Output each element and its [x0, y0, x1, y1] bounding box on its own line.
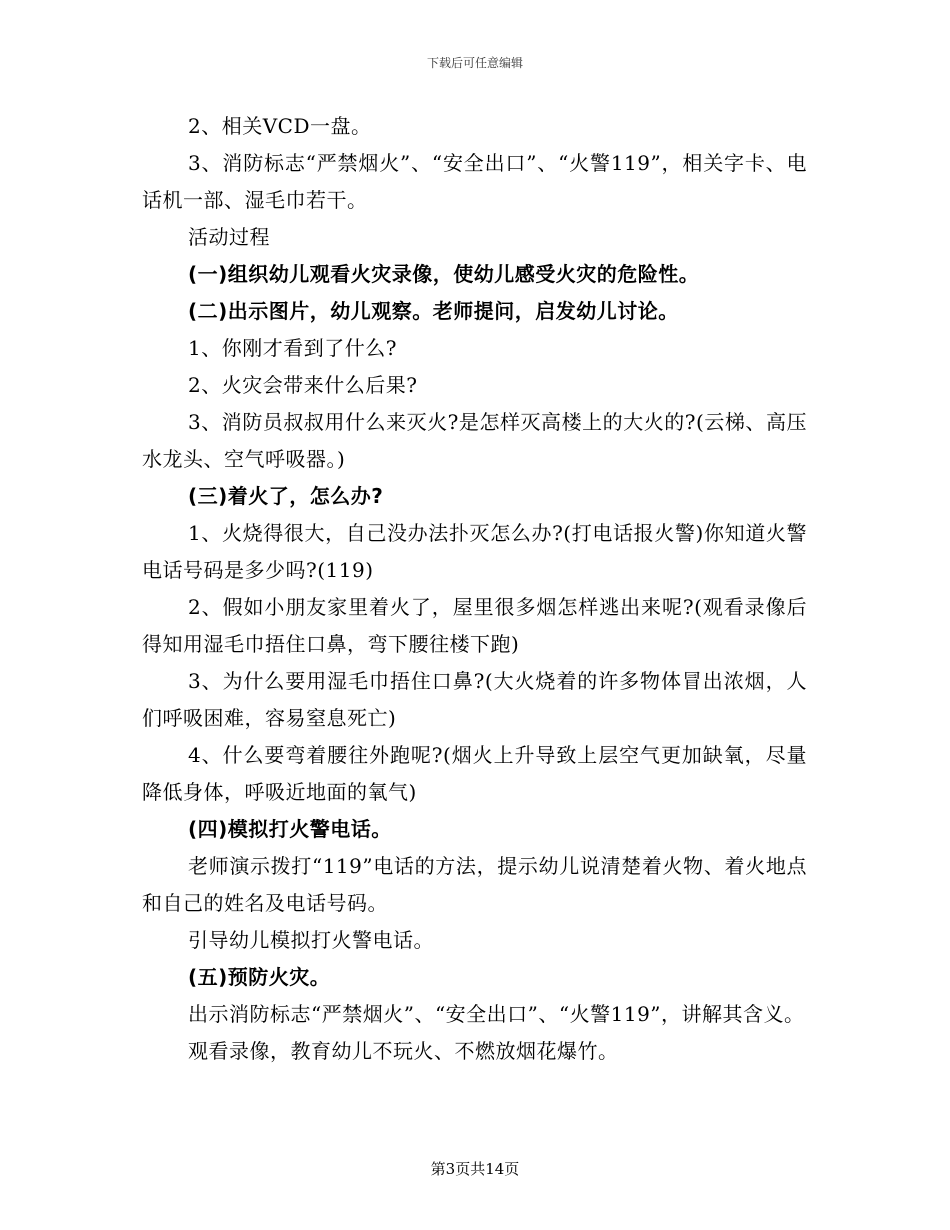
section-heading: (四)模拟打火警电话。	[188, 817, 392, 841]
section-label: 活动过程	[188, 225, 270, 249]
paragraph: 3、为什么要用湿毛巾捂住口鼻?(大火烧着的许多物体冒出浓烟，人们呼吸困难，容易窒息死亡)	[142, 669, 807, 730]
paragraph: 2、相关VCD一盘。	[188, 114, 372, 138]
page-number: 第3页共14页	[430, 1160, 520, 1178]
paragraph: 2、假如小朋友家里着火了，屋里很多烟怎样逃出来呢?(观看录像后得知用湿毛巾捂住口鼻，弯下腰往楼下跑)	[142, 595, 807, 656]
paragraph: 观看录像，教育幼儿不玩火、不燃放烟花爆竹。	[188, 1039, 619, 1063]
paragraph: 2、火灾会带来什么后果?	[188, 373, 418, 397]
page-header: 下载后可任意编辑	[426, 56, 523, 70]
paragraph: 3、消防员叔叔用什么来灭火?是怎样灭高楼上的大火的?(云梯、高压水龙头、空气呼吸器。)	[142, 410, 807, 471]
paragraph: 出示消防标志“严禁烟火”、“安全出口”、“火警119”，讲解其含义。	[188, 1002, 805, 1026]
paragraph: 1、火烧得很大，自己没办法扑灭怎么办?(打电话报火警)你知道火警电话号码是多少吗?(119)	[142, 521, 807, 582]
paragraph: 3、消防标志“严禁烟火”、“安全出口”、“火警119”，相关字卡、电话机一部、湿毛巾若干。	[142, 151, 807, 212]
paragraph: 老师演示拨打“119”电话的方法，提示幼儿说清楚着火物、着火地点和自己的姓名及电话号码。	[142, 854, 807, 915]
section-heading: (二)出示图片，幼儿观察。老师提问，启发幼儿讨论。	[188, 299, 679, 323]
section-heading: (一)组织幼儿观看火灾录像，使幼儿感受火灾的危险性。	[188, 262, 700, 286]
section-heading: (三)着火了，怎么办?	[188, 484, 384, 508]
section-heading: (五)预防火灾。	[188, 965, 331, 989]
paragraph: 4、什么要弯着腰往外跑呢?(烟火上升导致上层空气更加缺氧，尽量降低身体，呼吸近地面的氧气)	[142, 743, 807, 804]
paragraph: 引导幼儿模拟打火警电话。	[188, 928, 434, 952]
document-body	[142, 108, 807, 1070]
paragraph: 1、你刚才看到了什么?	[188, 336, 397, 360]
